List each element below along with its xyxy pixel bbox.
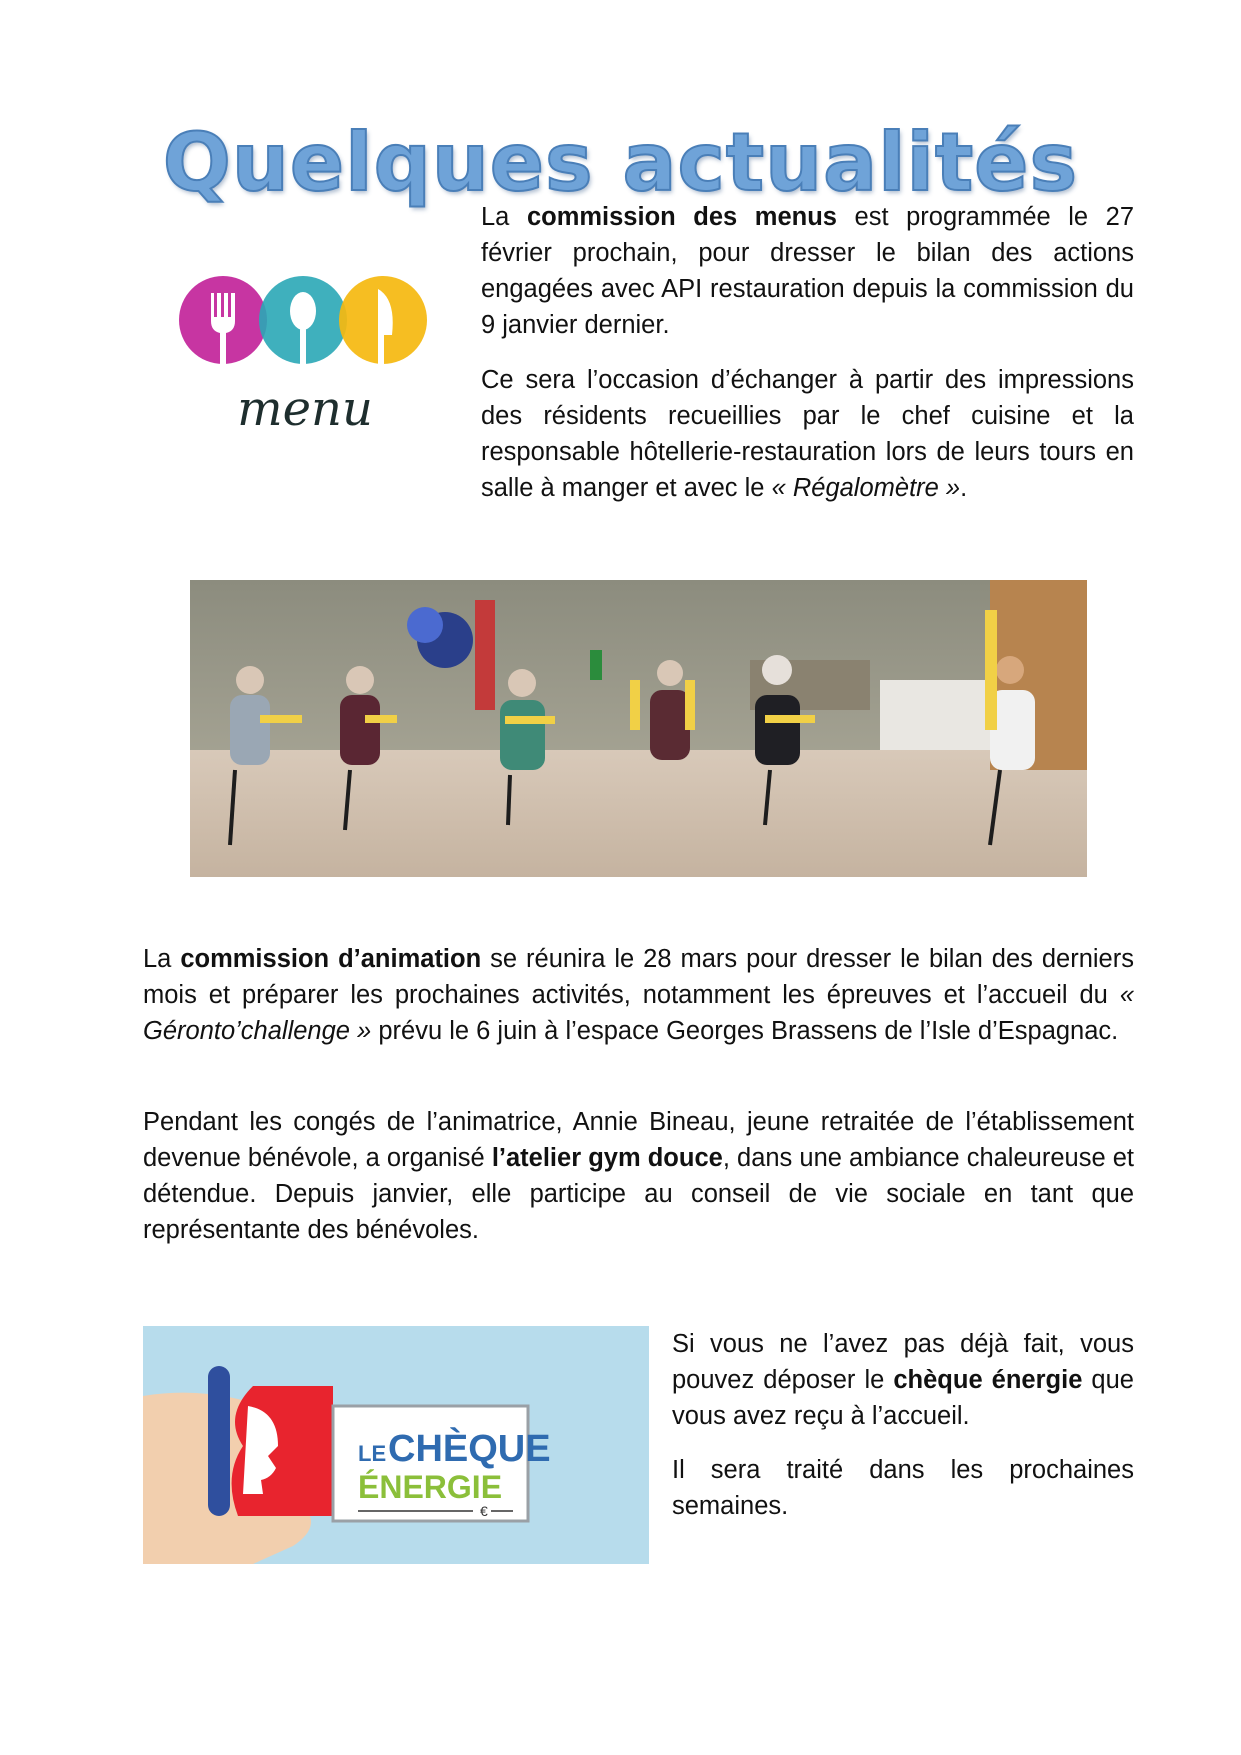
cheque-energie-logo <box>143 1326 649 1564</box>
text-run: La <box>143 945 181 973</box>
text-run: . <box>960 474 968 502</box>
marianne-icon <box>208 1366 333 1516</box>
menu-exchange-paragraph <box>481 362 1134 506</box>
text-run: , dans une ambiance chaleureuse et détendue. Depuis janvier, elle participe au conseil de vie sociale en tant que représentante des bénévoles. <box>143 1144 1134 1244</box>
page-title: Quelques actualités <box>162 115 1079 209</box>
text-run: La <box>481 203 527 231</box>
italic-run: « Régalomètre » <box>771 474 961 502</box>
cheque-logo-euro: € <box>480 1503 488 1519</box>
cheque-deposit-paragraph <box>672 1326 1134 1434</box>
text-run: Pendant les congés de l’animatrice, Annie Bineau, jeune retraitée de l’établissement devenue bénévole, a organisé <box>143 1108 1134 1172</box>
text-run: Si vous ne l’avez pas déjà fait, vous pouvez déposer le <box>672 1330 1134 1394</box>
animation-commission-paragraph <box>143 941 1134 1049</box>
bold-run: commission d’animation <box>180 945 482 973</box>
cheque-logo-le: LE <box>358 1441 387 1466</box>
cheque-processing-paragraph: Il sera traité dans les prochaines semaines. <box>672 1456 1134 1520</box>
menu-commission-paragraph <box>481 199 1134 343</box>
menu-logo-word: menu <box>237 381 373 437</box>
text-run: est programmée le 27 février prochain, pour dresser le bilan des actions engagées avec API restauration depuis la commission du 9 janvier dernier. <box>481 203 1135 339</box>
text-run: Ce sera l’occasion d’échanger à partir des impressions des résidents recueillies par le chef cuisine et la responsable hôtellerie-restauration lors de leurs tours en salle à manger et avec le <box>481 366 1134 502</box>
text-run: que vous avez reçu à l’accueil. <box>672 1366 1134 1430</box>
spoon-icon <box>259 276 347 371</box>
gym-atelier-paragraph <box>143 1104 1134 1248</box>
text-run: se réunira le 28 mars pour dresser le bilan des derniers mois et préparer les prochaines activités, notamment les épreuves et l’accueil du <box>143 945 1134 1009</box>
menu-logo <box>175 265 435 445</box>
knife-icon <box>339 276 427 376</box>
text-run: prévu le 6 juin à l’espace Georges Brassens de l’Isle d’Espagnac. <box>371 1017 1119 1045</box>
cheque-logo-cheque: CHÈQUE <box>388 1428 551 1470</box>
bold-run: l’atelier gym douce <box>491 1144 723 1172</box>
bold-run: chèque énergie <box>893 1366 1083 1394</box>
cheque-logo-energie: ÉNERGIE <box>358 1469 503 1505</box>
italic-run: « Géronto’challenge » <box>143 981 1134 1045</box>
bold-run: commission des menus <box>526 203 837 231</box>
fork-icon <box>179 276 267 376</box>
gym-class-photo <box>190 580 1087 877</box>
